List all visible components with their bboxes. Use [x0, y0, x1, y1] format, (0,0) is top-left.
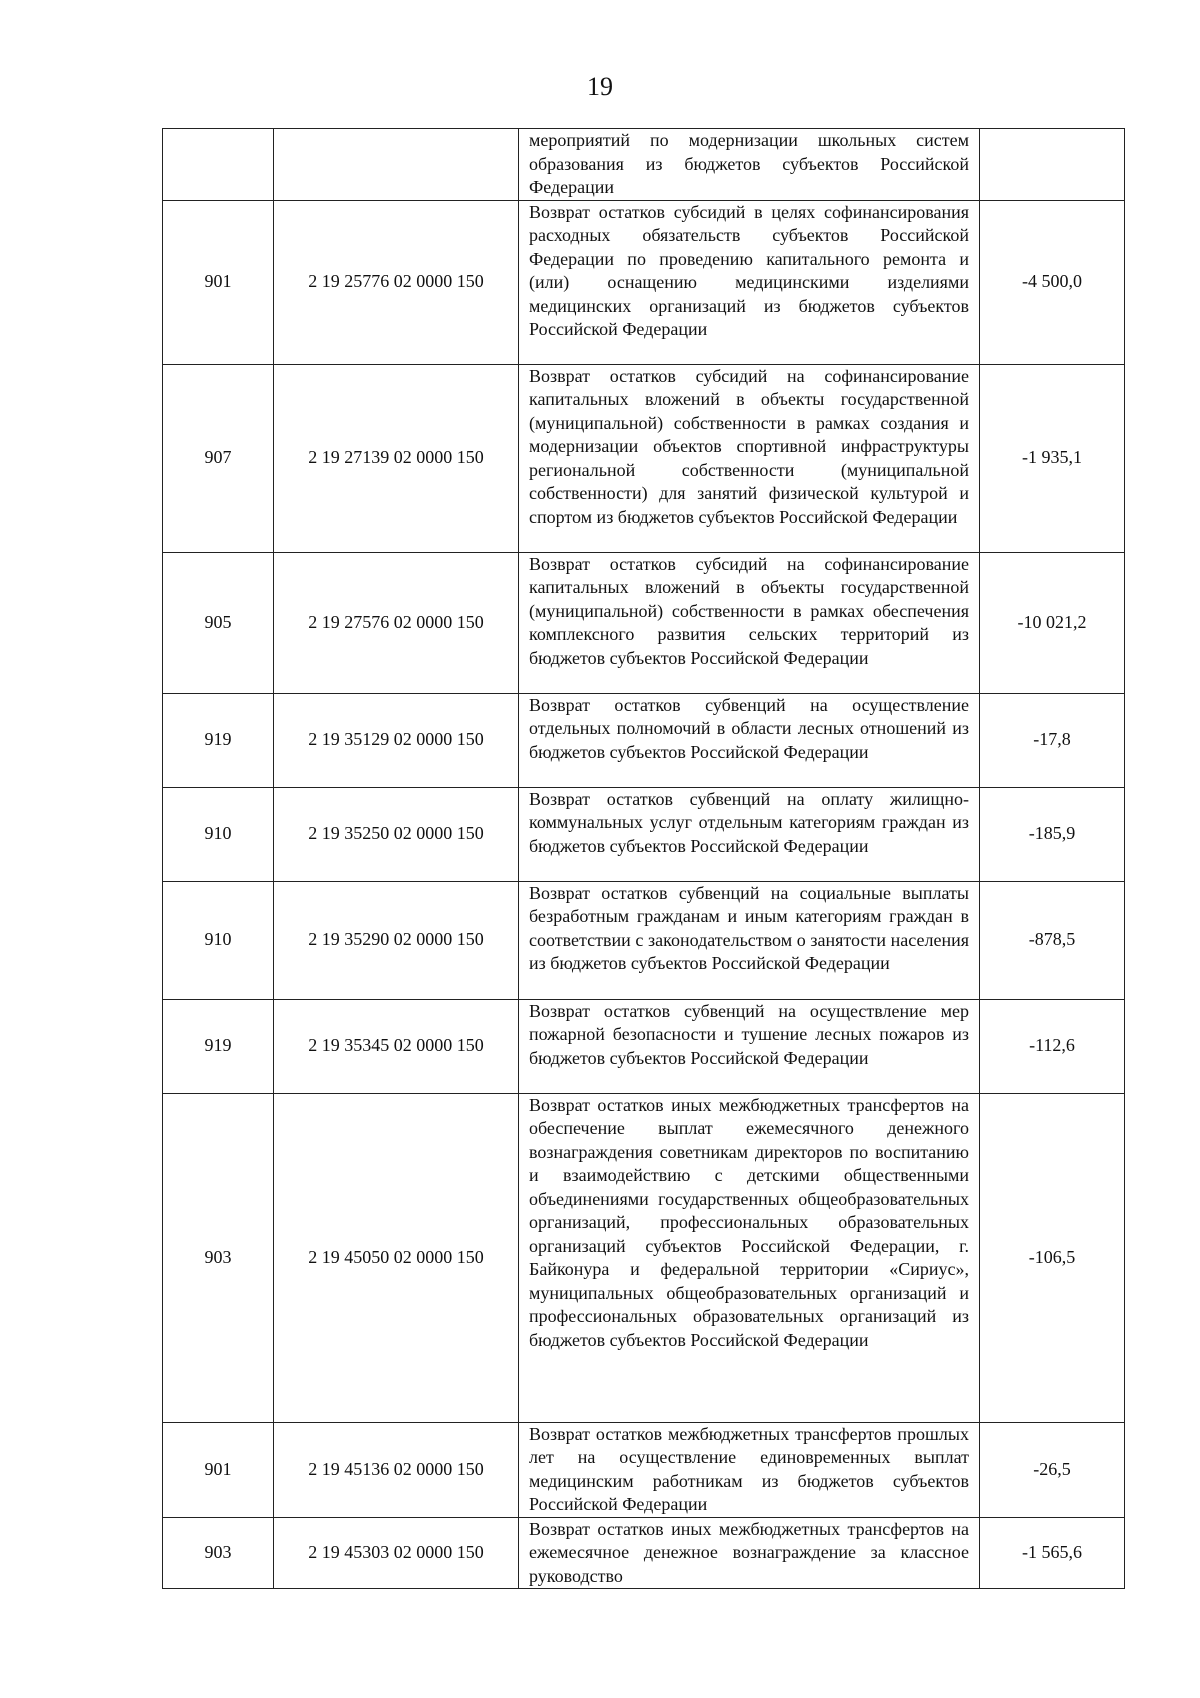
description-cell: Возврат остатков субсидий на софинансирование капитальных вложений в объекты государственной (муниципальной) собственности в рамках создания и модернизации объектов спортивной инфраструктуры региональной собственности (муниципальной собственности) для занятий физической культурой и спортом из бюджетов субъектов Российской Федерации: [519, 364, 980, 552]
amount-cell: -106,5: [980, 1093, 1125, 1422]
description-cell: Возврат остатков субсидий в целях софинансирования расходных обязательств субъектов Российской Федерации по проведению капитального ремонта и (или) оснащению медицинскими изделиями медицинских организаций из бюджетов субъектов Российской Федерации: [519, 200, 980, 364]
amount-cell: -1 935,1: [980, 364, 1125, 552]
description-cell: Возврат остатков субвенций на осуществление отдельных полномочий в области лесных отношений из бюджетов субъектов Российской Федерации: [519, 693, 980, 787]
budget-return-table: [162, 128, 1125, 1589]
budget-code-cell: [274, 129, 519, 201]
admin-code-cell: 919: [163, 693, 274, 787]
table-row: [163, 693, 1125, 787]
admin-code-cell: 910: [163, 881, 274, 999]
page-number: 19: [587, 72, 613, 101]
description-cell: Возврат остатков субсидий на софинансирование капитальных вложений в объекты государственной (муниципальной) собственности в рамках обеспечения комплексного развития сельских территорий из бюджетов субъектов Российской Федерации: [519, 552, 980, 693]
admin-code-cell: 901: [163, 1422, 274, 1517]
description-cell: Возврат остатков иных межбюджетных трансфертов на ежемесячное денежное вознаграждение за классное руководство: [519, 1517, 980, 1589]
description-cell: Возврат остатков межбюджетных трансфертов прошлых лет на осуществление единовременных выплат медицинским работникам из бюджетов субъектов Российской Федерации: [519, 1422, 980, 1517]
description-cell: Возврат остатков субвенций на осуществление мер пожарной безопасности и тушение лесных пожаров из бюджетов субъектов Российской Федерации: [519, 999, 980, 1093]
admin-code-cell: 919: [163, 999, 274, 1093]
table-row: [163, 364, 1125, 552]
table-row: [163, 999, 1125, 1093]
admin-code-cell: 910: [163, 787, 274, 881]
admin-code-cell: 901: [163, 200, 274, 364]
amount-cell: -185,9: [980, 787, 1125, 881]
admin-code-cell: 907: [163, 364, 274, 552]
table-row: [163, 881, 1125, 999]
table-row: [163, 787, 1125, 881]
amount-cell: -112,6: [980, 999, 1125, 1093]
description-cell: Возврат остатков субвенций на социальные выплаты безработным гражданам и иным категориям граждан в соответствии с законодательством о занятости населения из бюджетов субъектов Российской Федерации: [519, 881, 980, 999]
budget-code-cell: 2 19 45050 02 0000 150: [274, 1093, 519, 1422]
amount-cell: -1 565,6: [980, 1517, 1125, 1589]
table-row: [163, 200, 1125, 364]
budget-code-cell: 2 19 35250 02 0000 150: [274, 787, 519, 881]
budget-code-cell: 2 19 35290 02 0000 150: [274, 881, 519, 999]
budget-code-cell: 2 19 45136 02 0000 150: [274, 1422, 519, 1517]
amount-cell: [980, 129, 1125, 201]
table-row: [163, 1517, 1125, 1589]
budget-code-cell: 2 19 25776 02 0000 150: [274, 200, 519, 364]
amount-cell: -10 021,2: [980, 552, 1125, 693]
table-row: [163, 1093, 1125, 1422]
budget-code-cell: 2 19 35129 02 0000 150: [274, 693, 519, 787]
amount-cell: -17,8: [980, 693, 1125, 787]
description-cell: мероприятий по модернизации школьных систем образования из бюджетов субъектов Российской Федерации: [519, 129, 980, 201]
description-cell: Возврат остатков субвенций на оплату жилищно-коммунальных услуг отдельным категориям граждан из бюджетов субъектов Российской Федерации: [519, 787, 980, 881]
budget-code-cell: 2 19 27139 02 0000 150: [274, 364, 519, 552]
budget-code-cell: 2 19 27576 02 0000 150: [274, 552, 519, 693]
table-row: [163, 552, 1125, 693]
admin-code-cell: 903: [163, 1517, 274, 1589]
table-row: [163, 1422, 1125, 1517]
admin-code-cell: 905: [163, 552, 274, 693]
description-cell: Возврат остатков иных межбюджетных трансфертов на обеспечение выплат ежемесячного денежного вознаграждения советникам директоров по воспитанию и взаимодействию с детскими общественными объединениями государственных общеобразовательных организаций, профессиональных образовательных организаций субъектов Российской Федерации, г. Байконура и федеральной территории «Сириус», муниципальных общеобразовательных организаций и профессиональных образовательных организаций из бюджетов субъектов Российской Федерации: [519, 1093, 980, 1422]
table-row: [163, 129, 1125, 201]
amount-cell: -26,5: [980, 1422, 1125, 1517]
admin-code-cell: 903: [163, 1093, 274, 1422]
amount-cell: -878,5: [980, 881, 1125, 999]
amount-cell: -4 500,0: [980, 200, 1125, 364]
budget-code-cell: 2 19 45303 02 0000 150: [274, 1517, 519, 1589]
budget-code-cell: 2 19 35345 02 0000 150: [274, 999, 519, 1093]
admin-code-cell: [163, 129, 274, 201]
